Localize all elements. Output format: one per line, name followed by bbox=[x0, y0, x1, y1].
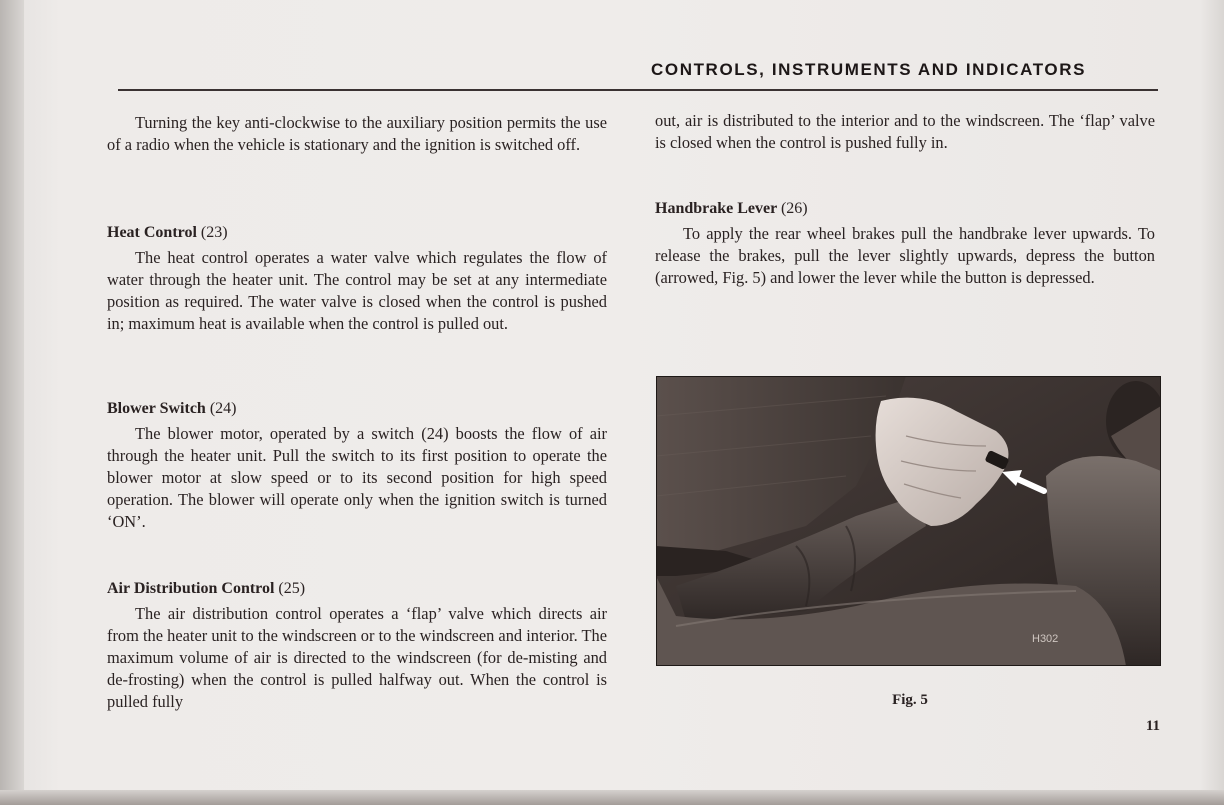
header-rule bbox=[118, 89, 1158, 91]
handbrake-heading bbox=[655, 198, 1155, 220]
heat-control-ref: (23) bbox=[200, 224, 228, 241]
page-header-title: CONTROLS, INSTRUMENTS AND INDICATORS bbox=[651, 60, 1087, 79]
handbrake-section bbox=[655, 198, 1155, 289]
heat-control-heading-text: Heat Control bbox=[107, 224, 197, 241]
intro-paragraph: Turning the key anti-clockwise to the auxiliary position permits the use of a radio when the vehicle is stationary and the ignition is switched off. bbox=[107, 113, 607, 154]
handbrake-photo-illustration bbox=[656, 376, 1161, 666]
air-distribution-ref: (25) bbox=[278, 580, 306, 597]
blower-switch-heading-text: Blower Switch bbox=[107, 400, 206, 417]
blower-switch-section bbox=[107, 398, 607, 533]
blower-switch-ref: (24) bbox=[209, 400, 237, 417]
heat-control-heading bbox=[107, 222, 607, 244]
page-binding bbox=[0, 0, 24, 805]
page-bottom-edge bbox=[0, 790, 1224, 805]
blower-switch-body: The blower motor, operated by a switch (24) boosts the flow of air through the heater unit. Pull the switch to its first position to operate the blower motor at slow speed or to its second position for high speed operation. The blower will operate only when the ignition switch is turned ‘ON’. bbox=[107, 424, 607, 531]
handbrake-body: To apply the rear wheel brakes pull the handbrake lever upwards. To release the brakes, pull the lever slightly upwards, depress the button (arrowed, Fig. 5) and lower the lever while the button is depressed. bbox=[655, 224, 1155, 287]
heat-control-body: The heat control operates a water valve which regulates the flow of water through the heater unit. The control may be set at any intermediate position as required. The water valve is closed when the control is pushed in; maximum heat is available when the control is pulled out. bbox=[107, 248, 607, 333]
handbrake-heading-text: Handbrake Lever bbox=[655, 200, 777, 217]
air-distribution-section bbox=[107, 578, 607, 713]
heat-control-section bbox=[107, 222, 607, 335]
air-distribution-body: The air distribution control operates a ‘flap’ valve which directs air from the heater unit to the windscreen or to the windscreen and interior. The maximum volume of air is directed to the windscreen (for de-misting and de-frosting) when the control is pulled halfway out. When the control is pulled fully bbox=[107, 604, 607, 711]
air-distribution-heading bbox=[107, 578, 607, 600]
figure-code-label: H302 bbox=[1032, 633, 1059, 645]
figure-caption: Fig. 5 bbox=[892, 692, 928, 708]
air-distribution-heading-text: Air Distribution Control bbox=[107, 580, 275, 597]
continuation-paragraph: out, air is distributed to the interior and to the windscreen. The ‘flap’ valve is closed when the control is pushed fully in. bbox=[655, 111, 1155, 152]
handbrake-photo bbox=[656, 376, 1161, 666]
page-number: 11 bbox=[1145, 718, 1160, 734]
blower-switch-heading bbox=[107, 398, 607, 420]
handbrake-ref: (26) bbox=[780, 200, 808, 217]
